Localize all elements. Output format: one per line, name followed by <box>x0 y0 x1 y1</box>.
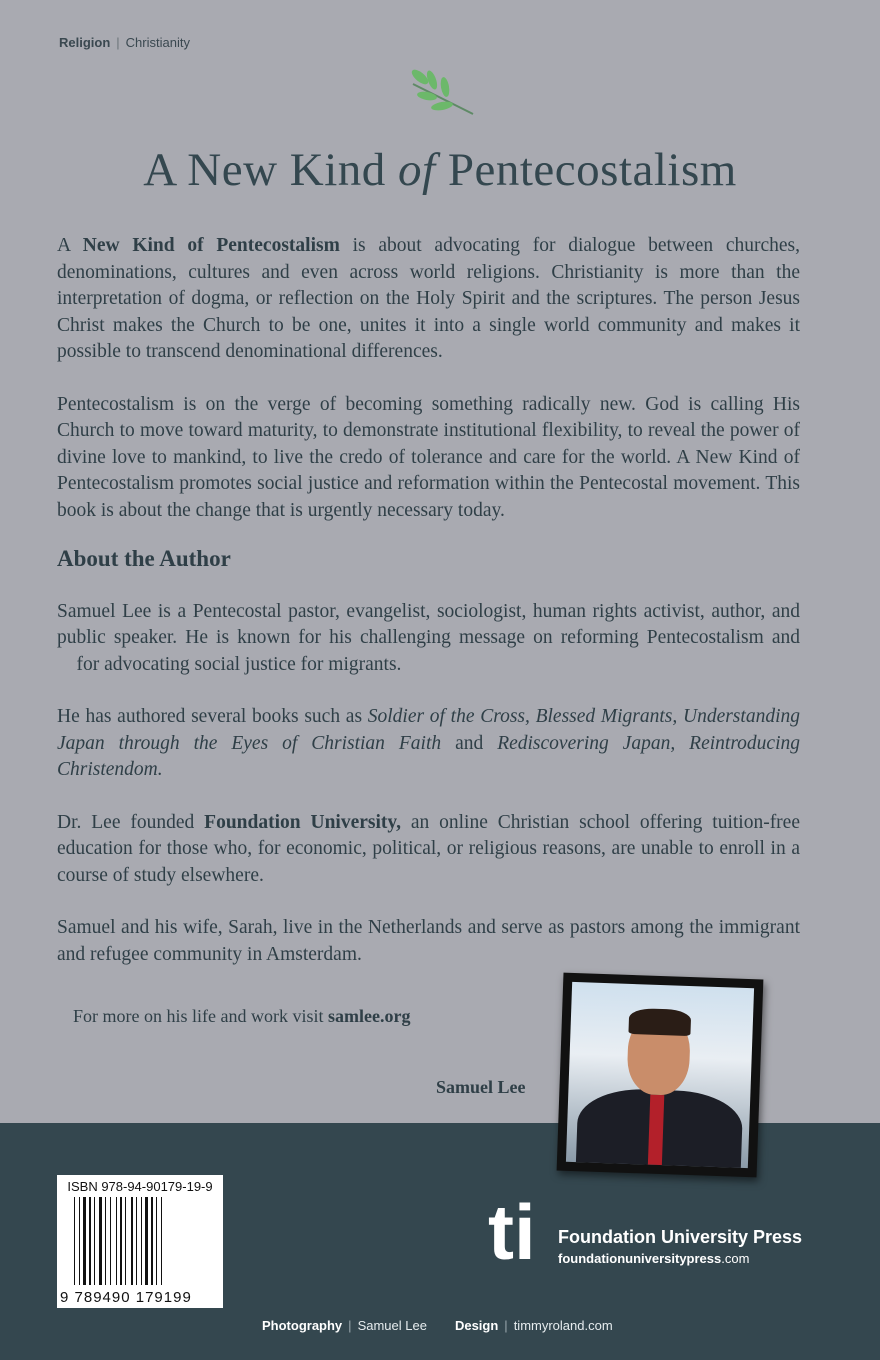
credits: Photography | Samuel Lee Design | timmyroland.com <box>262 1318 613 1333</box>
isbn-text: ISBN 978-94-90179-19-9 <box>67 1179 213 1194</box>
back-cover-text <box>57 233 800 994</box>
about-paragraph-1: Samuel Lee is a Pentecostal pastor, evangelist, sociologist, human rights activist, author, and public speaker. He is known for his challenging message on reforming Pentecostalism and for advocating social justice for migrants. <box>57 600 800 675</box>
photo-caption: Samuel Lee <box>436 1077 526 1097</box>
about-paragraph-2: He has authored several books such as Soldier of the Cross, Blessed Migrants, Understanding Japan through the Eyes of Christian Faith and Rediscovering Japan, Reintroducing Christendom. <box>57 706 801 780</box>
publisher-url: foundationuniversitypress.com <box>558 1251 750 1266</box>
category-breadcrumb: Religion | Christianity <box>59 35 190 50</box>
intro-paragraph-1: A New Kind of Pentecostalism is about advocating for dialogue between churches, denominations, cultures and even across world religions. Christianity is more than the interpretation of dogma, or reflection on the Holy Spirit and the scriptures. The person Jesus Christ makes the Church to be one, unites it into a single world community and makes it possible to transcend denominational differences. <box>57 235 800 362</box>
book-title: A New Kind of Pentecostalism <box>143 144 737 196</box>
category-primary: Religion <box>59 35 111 50</box>
intro-paragraph-2: Pentecostalism is on the verge of becoming something radically new. God is calling His Church to move toward maturity, to demonstrate institutional flexibility, to reveal the power of divine love to mankind, to live the credo of tolerance and care for the world. A New Kind of Pentecostalism promotes social justice and reformation within the Pentecostal movement. This book is about the change that is urgently necessary today. <box>57 393 800 521</box>
website-link[interactable]: samlee.org <box>327 1006 411 1026</box>
isbn-barcode <box>57 1175 223 1308</box>
barcode-bars <box>74 1197 206 1285</box>
about-paragraph-4: Samuel and his wife, Sarah, live in the Netherlands and serve as pastors among the immigrant and refugee community in Amsterdam. <box>57 917 800 965</box>
olive-branch-icon <box>405 66 477 118</box>
about-heading: About the Author <box>57 546 231 571</box>
category-secondary: Christianity <box>125 35 190 50</box>
website-line: For more on his life and work visit samlee.org <box>73 1006 411 1026</box>
publisher-name: Foundation University Press <box>558 1227 803 1247</box>
barcode-digits: 9 789490 179199 <box>60 1289 192 1306</box>
about-paragraph-3: Dr. Lee founded Foundation University, an online Christian school offering tuition-free education for those who, for economic, political, or religious reasons, are unable to enroll in a course of study elsewhere. <box>57 811 800 886</box>
publisher-logo-mark: ti <box>488 1188 536 1276</box>
author-photo <box>557 973 764 1178</box>
